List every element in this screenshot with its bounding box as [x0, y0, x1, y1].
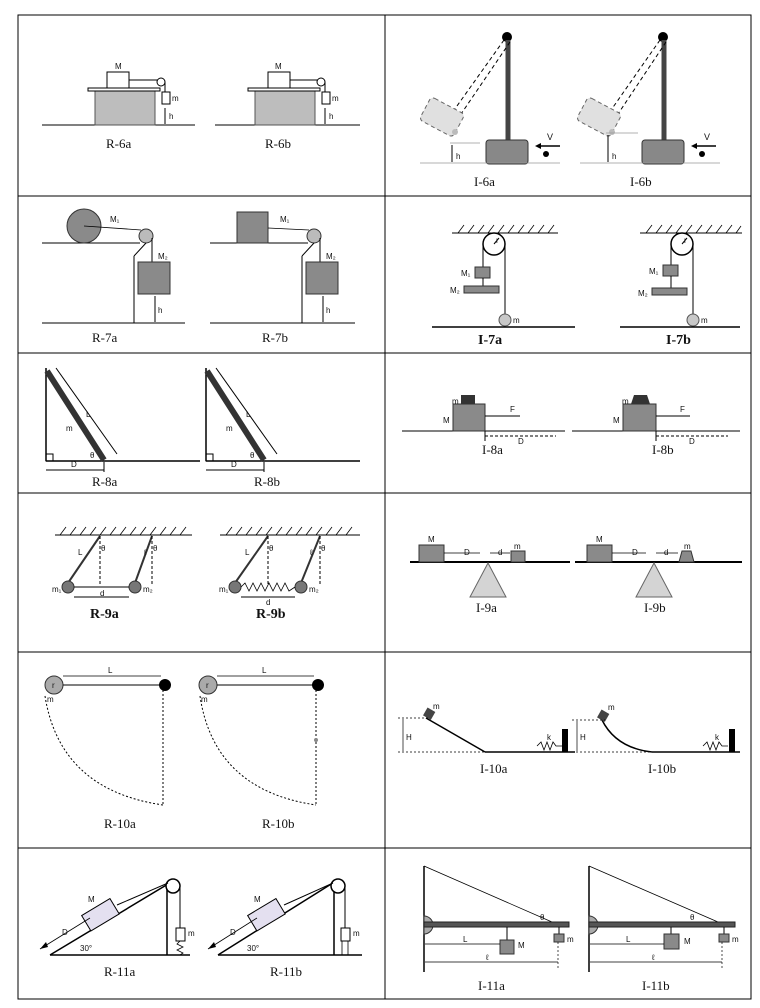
- angle-label: θ: [269, 544, 274, 553]
- mass-m-label: m: [567, 935, 574, 944]
- mass-m1-label: M₁: [110, 215, 120, 224]
- length-label-2: ℓ: [144, 548, 147, 557]
- velocity-label: V: [704, 132, 711, 142]
- mass-m-label: m: [66, 424, 73, 433]
- caption-i6a: I-6a: [474, 174, 495, 189]
- mass-m-label: m: [47, 695, 54, 704]
- caption-i8b: I-8b: [652, 442, 674, 457]
- radius-label: r: [496, 236, 499, 245]
- diagram-i11b: [589, 866, 739, 993]
- diagram-i9b: [575, 535, 742, 615]
- caption-r8b: R-8b: [254, 474, 280, 489]
- angle-label: θ: [690, 913, 695, 922]
- height-label: h: [329, 112, 334, 121]
- mass-m-label: m: [701, 316, 708, 325]
- diagram-r11a: [40, 879, 195, 979]
- mass-m-label: m: [452, 397, 459, 406]
- caption-r10a: R-10a: [104, 816, 136, 831]
- caption-i6b: I-6b: [630, 174, 652, 189]
- mass-m2-label: M₂: [450, 286, 460, 295]
- mass-m-label: m: [684, 542, 691, 551]
- diagram-r10b: [199, 666, 324, 831]
- table-grid: [18, 15, 751, 999]
- length-label: L: [108, 666, 113, 675]
- mass-m-label: m: [514, 542, 521, 551]
- mass-m-label: m: [608, 703, 615, 712]
- diagram-i10b: [572, 703, 740, 776]
- diagram-i9a: [410, 535, 570, 615]
- caption-r6a: R-6a: [106, 136, 132, 151]
- height-label: h: [169, 112, 174, 121]
- length-label: L: [78, 548, 83, 557]
- radius-label: r: [684, 236, 687, 245]
- caption-r11a: R-11a: [104, 964, 136, 979]
- mass-m-label: m: [201, 695, 208, 704]
- mass-m-label: m: [513, 316, 520, 325]
- distance-label: d: [266, 598, 271, 607]
- caption-i11b: I-11b: [642, 978, 670, 993]
- diagram-i10a: [398, 702, 575, 776]
- force-label: F: [510, 405, 515, 414]
- caption-r10b: R-10b: [262, 816, 295, 831]
- caption-i7b: I-7b: [666, 333, 691, 348]
- mass-m-label: m: [188, 929, 195, 938]
- mass-m1-label: m₁: [52, 585, 62, 594]
- distance-label: D: [518, 437, 524, 446]
- length-ell-label: ℓ: [486, 953, 489, 962]
- diagram-i8b: [572, 395, 740, 457]
- height-label: h: [612, 152, 617, 161]
- mass-m2-label: M₂: [638, 289, 648, 298]
- mass-m-small-label: m: [172, 94, 179, 103]
- caption-r9b: R-9b: [256, 607, 286, 622]
- angle-label: 30°: [80, 944, 93, 953]
- diagram-r6b: [215, 62, 360, 151]
- caption-r7b: R-7b: [262, 330, 288, 345]
- height-H-label: H: [580, 733, 586, 742]
- radius-label: r: [52, 681, 55, 690]
- length-ell-label: ℓ: [652, 953, 655, 962]
- radius-label: r: [206, 681, 209, 690]
- length-label: L: [246, 410, 251, 419]
- caption-i9a: I-9a: [476, 600, 497, 615]
- mass-m-label: m: [353, 929, 360, 938]
- mass-m1-label: M₁: [461, 269, 471, 278]
- length-label-2: ℓ: [310, 548, 313, 557]
- mass-m-large-label: M: [443, 416, 450, 425]
- mass-m-large-label: M: [518, 941, 525, 950]
- caption-r11b: R-11b: [270, 964, 303, 979]
- caption-i10a: I-10a: [480, 761, 508, 776]
- diagram-r11b: [208, 879, 362, 979]
- caption-i8a: I-8a: [482, 442, 503, 457]
- force-label: F: [680, 405, 685, 414]
- mass-m1-label: M₁: [280, 215, 290, 224]
- diagram-i6b: [576, 32, 720, 189]
- height-label: h: [326, 306, 331, 315]
- distance-D-label: D: [464, 548, 470, 557]
- length-label: L: [245, 548, 250, 557]
- mass-m2-label: M₂: [158, 252, 168, 261]
- mass-m-large-label: M: [115, 62, 122, 71]
- length-label: L: [86, 410, 91, 419]
- mass-m-large-label: M: [684, 937, 691, 946]
- caption-r8a: R-8a: [92, 474, 118, 489]
- diagram-i11a: [424, 866, 574, 993]
- diagram-r9b: [219, 527, 360, 622]
- angle-label-2: θ: [321, 544, 326, 553]
- distance-label: D: [230, 928, 236, 937]
- length-label: L: [262, 666, 267, 675]
- angle-label: θ: [250, 451, 255, 460]
- mass-m-label: m: [433, 702, 440, 711]
- spring-k-label: k: [547, 733, 551, 742]
- mass-m-large-label: M: [613, 416, 620, 425]
- caption-i10b: I-10b: [648, 761, 677, 776]
- distance-D-label: D: [632, 548, 638, 557]
- angle-label: θ: [540, 913, 545, 922]
- angle-label: θ: [101, 544, 106, 553]
- length-label: L: [463, 935, 468, 944]
- distance-label: d: [100, 589, 105, 598]
- distance-d-label: d: [498, 548, 503, 557]
- mass-m2-label: M₂: [326, 252, 336, 261]
- mass-m-large-label: M: [88, 895, 95, 904]
- distance-d-label: d: [664, 548, 669, 557]
- mass-m-label: m: [732, 935, 739, 944]
- mass-m1-label: M₁: [649, 267, 659, 276]
- mass-m-label: m: [622, 397, 629, 406]
- caption-i9b: I-9b: [644, 600, 666, 615]
- mass-m-large-label: M: [596, 535, 603, 544]
- angle-label: θ: [90, 451, 95, 460]
- caption-r9a: R-9a: [90, 607, 119, 622]
- distance-label: D: [62, 928, 68, 937]
- angle-label: 30°: [247, 944, 260, 953]
- distance-label: D: [71, 460, 77, 469]
- mass-m1-label: m₁: [219, 585, 229, 594]
- caption-r7a: R-7a: [92, 330, 118, 345]
- spring-k-label: k: [715, 733, 719, 742]
- height-H-label: H: [406, 733, 412, 742]
- diagram-i8a: [402, 395, 565, 457]
- mass-m-large-label: M: [254, 895, 261, 904]
- diagram-i6a: [419, 32, 560, 189]
- diagram-i7a: [432, 225, 575, 348]
- height-label: h: [158, 306, 163, 315]
- mass-m-large-label: M: [428, 535, 435, 544]
- diagram-i7b: [620, 225, 742, 348]
- mass-m2-label: m₂: [143, 585, 153, 594]
- mass-m-label: m: [226, 424, 233, 433]
- diagram-r10a: [45, 666, 171, 831]
- angle-label-2: θ: [153, 544, 158, 553]
- caption-r6b: R-6b: [265, 136, 291, 151]
- height-label: h: [456, 152, 461, 161]
- distance-label: D: [689, 437, 695, 446]
- mass-m-small-label: m: [332, 94, 339, 103]
- velocity-label: V: [547, 132, 554, 142]
- diagram-r8a: [46, 368, 200, 489]
- diagram-r8b: [206, 368, 360, 489]
- diagram-r6a: [42, 62, 195, 151]
- diagram-r7a: [42, 209, 185, 345]
- caption-i7a: I-7a: [478, 333, 503, 348]
- caption-i11a: I-11a: [478, 978, 505, 993]
- distance-label: D: [231, 460, 237, 469]
- diagram-r9a: [52, 527, 192, 622]
- diagram-r7b: [210, 212, 355, 345]
- mass-m2-label: m₂: [309, 585, 319, 594]
- length-label: L: [626, 935, 631, 944]
- mass-m-large-label: M: [275, 62, 282, 71]
